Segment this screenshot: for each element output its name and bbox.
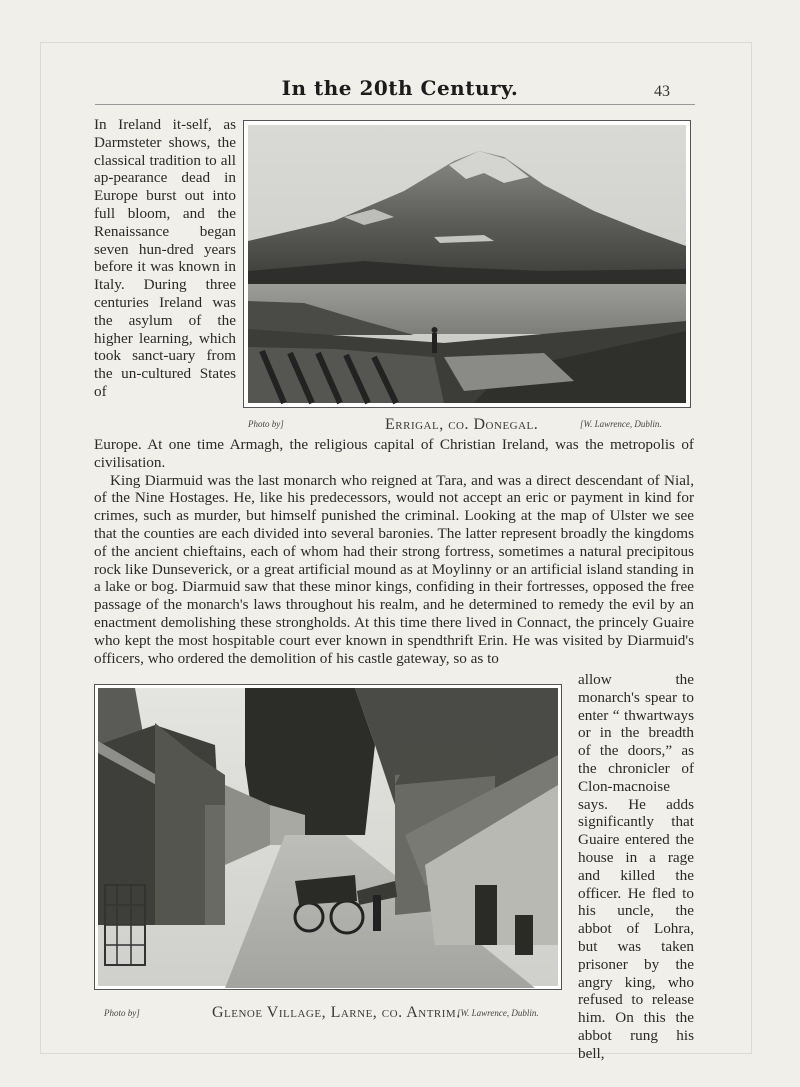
page-number: 43 (654, 83, 670, 100)
glenoe-caption: Glenoe Village, Larne, co. Antrim. (212, 1004, 461, 1021)
errigal-credit-left: Photo by] (248, 419, 284, 429)
glenoe-village-photo-image (95, 685, 561, 989)
header-rule (95, 104, 695, 105)
right-column-text: allow the monarch's spear to enter “ thwartways or in the breadth of the doors,” as the chronicler of Clon-macnoise says. He adds significantly that Guaire entered the house in a rage and killed the officer. He fled to his uncle, the abbot of Lohra, but was taken prisoner by the angry king, who refused to release him. On this the abbot rung his bell, (578, 671, 694, 1062)
errigal-caption: Errigal, co. Donegal. (385, 416, 539, 433)
paragraph-continuation: Europe. At one time Armagh, the religious capital of Christian Ireland, was the metropolis of civilisation. (94, 436, 694, 471)
errigal-photo-image (244, 121, 690, 407)
left-column-text: In Ireland it-self, as Darmsteter shows, the classical tradition to all ap-pearance dead in Europe burst out into full bloom, and the Renaissance began seven hun-dred years before it was known in Italy. During three centuries Ireland was the asylum of the higher learning, which took sanct-uary from the un-cultured States of (94, 116, 236, 400)
running-header-title: In the 20th Century. (281, 76, 519, 100)
errigal-credit-right: [W. Lawrence, Dublin. (580, 419, 662, 429)
paragraph-king-diarmuid: King Diarmuid was the last monarch who reigned at Tara, and was a direct descendant of Nial, of the Nine Hostages. He, like his predecessors, would not accept an eric or payment in kind for crimes, such as murder, but himself punished the criminal. Looking at the map of Ulster we see that the counties are each divided into several baronies. The latter represent broadly the kingdoms of the ancient chieftains, each of whom had their strong fortress, sometimes a natural precipitous rock like Dunseverick, or a great artificial mound as at Moylinny or an artificial island standing in a lake or bog. Diarmuid saw that these minor kings, confiding in their fortresses, opposed the free passage of the monarch's laws throughout his realm, and he determined to remedy the evil by an enactment demolishing these strongholds. At this time there lived in Connact, the princely Guaire who kept the most hospitable court ever known in spendthrift Erin. He was visited by Diarmuid's officers, who ordered the demolition of his castle gateway, so as to (94, 471, 694, 667)
glenoe-village-photo (94, 684, 562, 990)
glenoe-credit-right: [W. Lawrence, Dublin. (457, 1008, 539, 1018)
main-text (94, 436, 694, 667)
glenoe-credit-left: Photo by] (104, 1008, 140, 1018)
errigal-photo (243, 120, 691, 408)
